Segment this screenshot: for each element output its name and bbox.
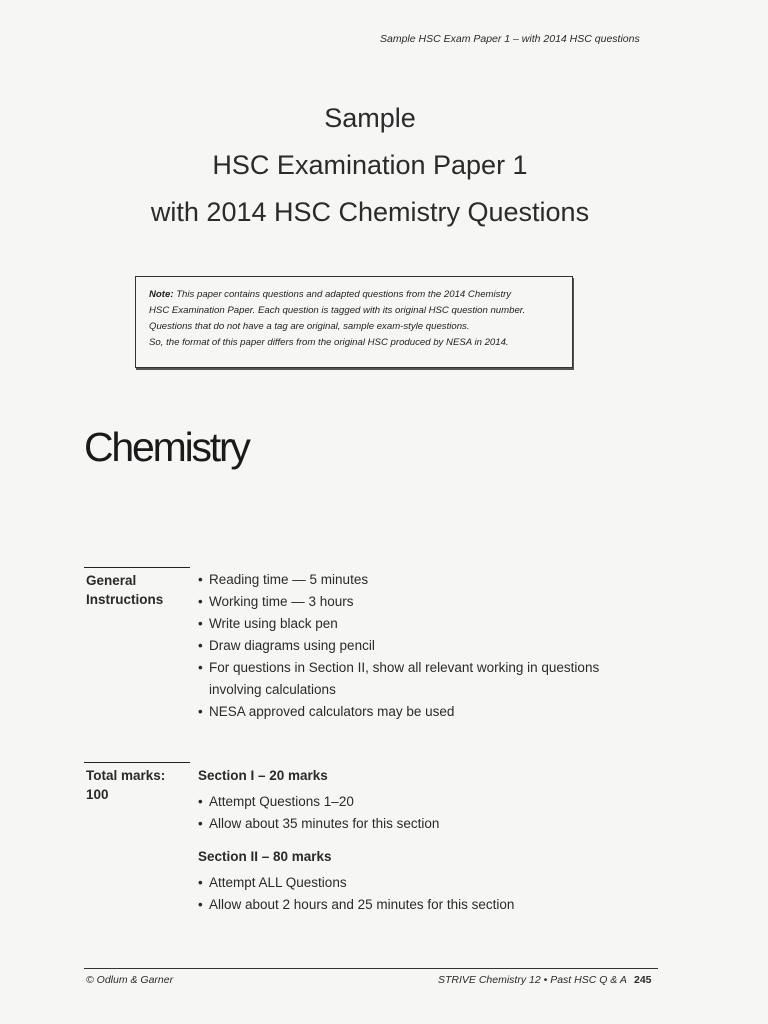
note-lead: Note: bbox=[149, 289, 174, 300]
list-item: • Write using black pen bbox=[198, 613, 599, 635]
list-item: • Reading time — 5 minutes bbox=[198, 569, 599, 591]
general-instructions-rule bbox=[84, 567, 190, 568]
title-line-2: HSC Examination Paper 1 bbox=[212, 150, 528, 180]
general-instructions-label bbox=[86, 571, 163, 609]
list-item: • For questions in Section II, show all relevant working in questions bbox=[198, 657, 599, 679]
list-item: • Allow about 35 minutes for this section bbox=[198, 813, 439, 835]
list-item: • Attempt ALL Questions bbox=[198, 872, 514, 894]
note-line-1: This paper contains questions and adapted questions from the 2014 Chemistry bbox=[176, 289, 512, 300]
section-1-heading: Section I – 20 marks bbox=[198, 768, 328, 783]
list-item: • NESA approved calculators may be used bbox=[198, 701, 599, 723]
list-item: • Attempt Questions 1–20 bbox=[198, 791, 439, 813]
note-line-4: So, the format of this paper differs from the original HSC produced by NESA in 2014. bbox=[149, 337, 509, 348]
total-marks-rule bbox=[84, 762, 190, 763]
footer-copyright: © Odlum & Garner bbox=[86, 974, 174, 986]
footer-rule bbox=[84, 968, 658, 969]
subject-heading: Chemistry bbox=[84, 424, 249, 470]
total-marks-label-text: Total marks: bbox=[86, 768, 166, 783]
note-line-3: Questions that do not have a tag are original, sample exam-style questions. bbox=[149, 321, 470, 332]
page-number: 245 bbox=[634, 974, 652, 986]
total-marks-label bbox=[86, 766, 165, 804]
section-2-heading: Section II – 80 marks bbox=[198, 849, 332, 864]
general-label-line-2: Instructions bbox=[86, 592, 164, 607]
general-instructions-list bbox=[198, 569, 599, 723]
footer-book-title: STRIVE Chemistry 12 • Past HSC Q & A bbox=[438, 974, 627, 986]
list-item-continuation: involving calculations bbox=[209, 682, 336, 697]
list-item: • Working time — 3 hours bbox=[198, 591, 599, 613]
general-label-line-1: General bbox=[86, 573, 137, 588]
list-item: • Draw diagrams using pencil bbox=[198, 635, 599, 657]
section-2-list bbox=[198, 872, 514, 916]
section-1-list bbox=[198, 791, 439, 835]
document-title bbox=[0, 100, 740, 241]
note-line-2: HSC Examination Paper. Each question is tagged with its original HSC question number. bbox=[149, 305, 526, 316]
list-item: • Allow about 2 hours and 25 minutes for this section bbox=[198, 894, 514, 916]
running-header: Sample HSC Exam Paper 1 – with 2014 HSC questions bbox=[380, 33, 640, 45]
title-line-1: Sample bbox=[324, 103, 416, 133]
note-box bbox=[135, 276, 573, 368]
total-marks-value: 100 bbox=[86, 787, 109, 802]
title-line-3: with 2014 HSC Chemistry Questions bbox=[150, 197, 590, 227]
